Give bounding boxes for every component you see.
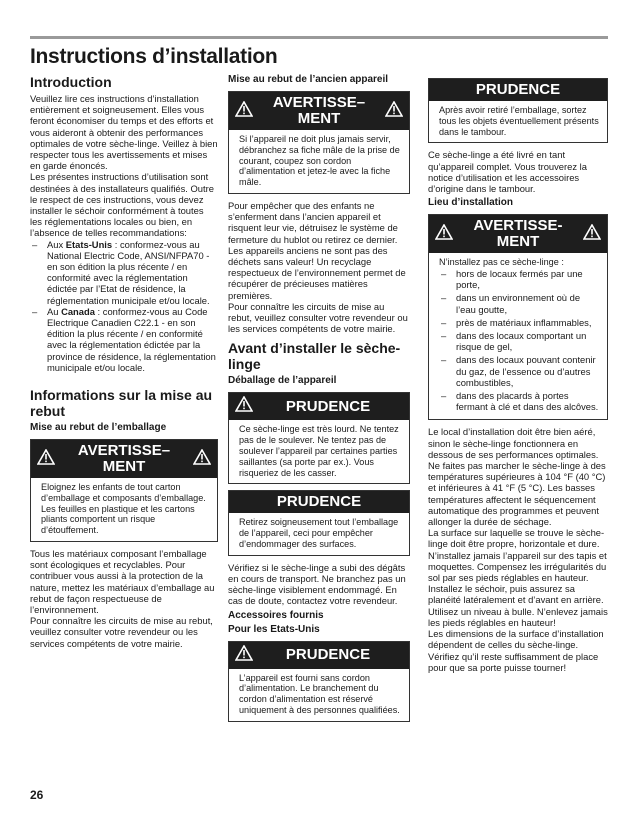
disposal-circuits-paragraph: Pour connaître les circuits de mise au rebut, veuillez consulter votre revendeur ou les services compétents de votre mairie. [30,615,213,649]
page-number: 26 [30,788,44,802]
verify-damage-paragraph: Vérifiez si le sèche-linge a subi des dégâts en cours de transport. Ne branchez pas un sèche-linge visiblement endommagé. En cas de doute, contactez votre revendeur. [228,561,406,607]
caution-text: L’appareil est fourni sans cordon d’alimentation. Le branchement du cordon d’alimentation est réservé uniquement à des personnes qualifiées. [239,672,400,715]
warning-box-packaging [30,439,218,542]
warning-box-old-appliance [228,91,410,194]
warning-title: AVERTISSE– MENT [77,442,171,476]
before-install-heading: Avant d’installer le sèche-linge [228,340,401,373]
top-rule [30,36,608,39]
list-item: – dans des placards à portes fermant à clé et dans des alcôves. [439,390,601,412]
child-safety-paragraph: Pour empêcher que des enfants ne s’enferment dans l’ancien appareil et risquent leur vie, détruisez le système de fermeture du hublot ou retirez ce dernier. [228,199,398,245]
warning-triangle-icon [435,224,453,245]
list-item: – dans des locaux pouvant contenir du gaz, de l’essence ou d’autres combustibles, [439,354,601,388]
column-2 [228,74,410,728]
temperature-paragraph: Ne faites pas marcher le sèche-linge à des températures supérieures à 104 °F (40 °C) et inférieures à 41 °F (5 °C). Les basses températures affectent le séquencement automatique des programmes et peuvent allonger la durée de séchage. [428,460,606,528]
location-restriction-list [439,268,601,412]
warning-triangle-icon [37,449,55,470]
warning-intro: N’installez pas ce sèche-linge : [439,257,564,268]
column-1 [30,74,218,649]
caution-box-heavy [228,392,410,484]
regulation-list [30,239,218,373]
surface-paragraph: La surface sur laquelle se trouve le sèche-linge doit être propre, horizontale et dure. N’installez jamais l’appareil sur des tapis et moquettes. Compensez les irrégularités du sol par ses pieds réglables en hauteur. Installez le séchoir, puis assurez sa planéité latéralement et d’avant en arrière. Utilisez un niveau à bulle. N’enlevez jamais les pieds réglables en hauteur! [428,527,608,628]
caution-box-drum [428,78,608,143]
caution-text: Ce sèche-linge est très lourd. Ne tentez pas de le soulever. Ne tentez pas de soulever l’appareil par certaines parties saillantes (sa porte par ex.). Vous risqueriez de les casser. [239,424,399,478]
warning-triangle-icon [583,224,601,245]
warning-title: AVERTISSE- MENT [473,217,563,251]
location-heading: Lieu d’installation [428,197,514,209]
accessories-heading: Accessoires fournis [228,609,324,621]
intro-heading: Introduction [30,74,112,90]
list-item: – hors de locaux fermés par une porte, [439,268,601,290]
intro-paragraph-1: Veuillez lire ces instructions d’installation entièrement et soigneusement. Elles vous feront économiser du temps et des efforts et vous aideront à obtenir des performances optimales de votre sèche-linge. Veillez à bien respecter tous les avertissements et mises en garde énoncés. [30,93,218,172]
caution-title: PRUDENCE [276,493,362,511]
warning-triangle-icon [235,645,253,666]
unpacking-heading: Déballage de l’appareil [228,375,337,387]
caution-title: PRUDENCE [285,397,371,415]
caution-box-cord [228,641,410,722]
warning-text: Si l’appareil ne doit plus jamais servir, débranchez sa fiche mâle de la prise de courant, coupez son cordon d’alimentation et jetez-le avec la fiche mâle. [239,134,400,188]
regulation-item-canada: – Au Canada : conformez-vous au Code Electrique Canadien C22.1 - en son édition la plus récente / en conformité avec la réglementation édictée par la province de résidence, la réglementation municipale et/ou locale. [30,306,218,373]
packaging-disposal-heading: Mise au rebut de l’emballage [30,422,167,434]
warning-triangle-icon [235,101,253,122]
warning-triangle-icon [385,101,403,122]
ventilation-paragraph: Le local d’installation doit être bien aéré, sinon le sèche-linge fonctionnera en dessous de ses performances optimales. [428,426,599,460]
warning-box-location [428,214,608,420]
caution-box-packaging [228,490,410,555]
caution-text: Après avoir retiré l’emballage, sortez tous les objets éventuellement présents dans le tambour. [439,105,599,137]
caution-title: PRUDENCE [285,646,371,664]
delivered-paragraph: Ce sèche-linge a été livré en tant qu’appareil complet. Vous trouverez la notice d’utilisation et les accessoires d’origine dans le tambour. [428,149,587,194]
regulation-item-us: – Aux Etats-Unis : conformez-vous au National Electric Code, ANSI/NFPA70 - en son édition la plus récente / en conformité avec la réglementation édictée par l’Etat de résidence, la réglementation municipale et/ou locale. [30,239,218,306]
page-title: Instructions d’installation [30,45,278,68]
list-item: – dans un environnement où de l’eau goutte, [439,292,601,314]
disposal-circuits-paragraph: Pour connaître les circuits de mise au rebut, veuillez consulter votre revendeur ou les services compétents de votre mairie. [228,300,408,335]
caution-text: Retirez soigneusement tout l’emballage de l’appareil, ceci pour empêcher d’endommager des surfaces. [239,517,399,549]
recycling-paragraph: Les appareils anciens ne sont pas des déchets sans valeur! Un recyclage respectueux de l’environnement permet de récupérer de précieuses matières premières. [228,244,406,301]
intro-paragraph-2: Les présentes instructions d’utilisation sont destinées à des installateurs qualifiés. Outre le respect de ces instructions, vous devez installer le séchoir conformément à toutes les réglementations locales ou bien, en l’absence de telles recommandations: [30,171,214,239]
disposal-info-heading: Informations sur la mise au rebut [30,387,213,420]
caution-title: PRUDENCE [475,81,561,98]
list-item: – dans des locaux comportant un risque de gel, [439,330,601,352]
warning-triangle-icon [193,449,211,470]
list-item: – près de matériaux inflammables, [439,317,601,328]
warning-triangle-icon [235,396,253,417]
materials-paragraph: Tous les matériaux composant l’emballage sont écologiques et recyclables. Pour contribuer vous aussi à la protection de la nature, mettez les matériaux d’emballage au rebut de façon respectueuse de l’environnement. [30,548,215,616]
warning-text: Eloignez les enfants de tout carton d’emballage et composants d’emballage. Les feuilles en plastique et les cartons pliants comportent un risque d’étouffement. [41,482,206,536]
column-3 [428,74,608,673]
warning-title: AVERTISSE– MENT [272,94,366,127]
us-heading: Pour les Etats-Unis [228,623,320,635]
old-appliance-heading: Mise au rebut de l’ancien appareil [228,74,389,85]
dimensions-paragraph: Les dimensions de la surface d’installation dépendent de celles du sèche-linge. Vérifiez qu’il reste suffisamment de place pour que sa porte puisse tourner! [428,628,604,673]
